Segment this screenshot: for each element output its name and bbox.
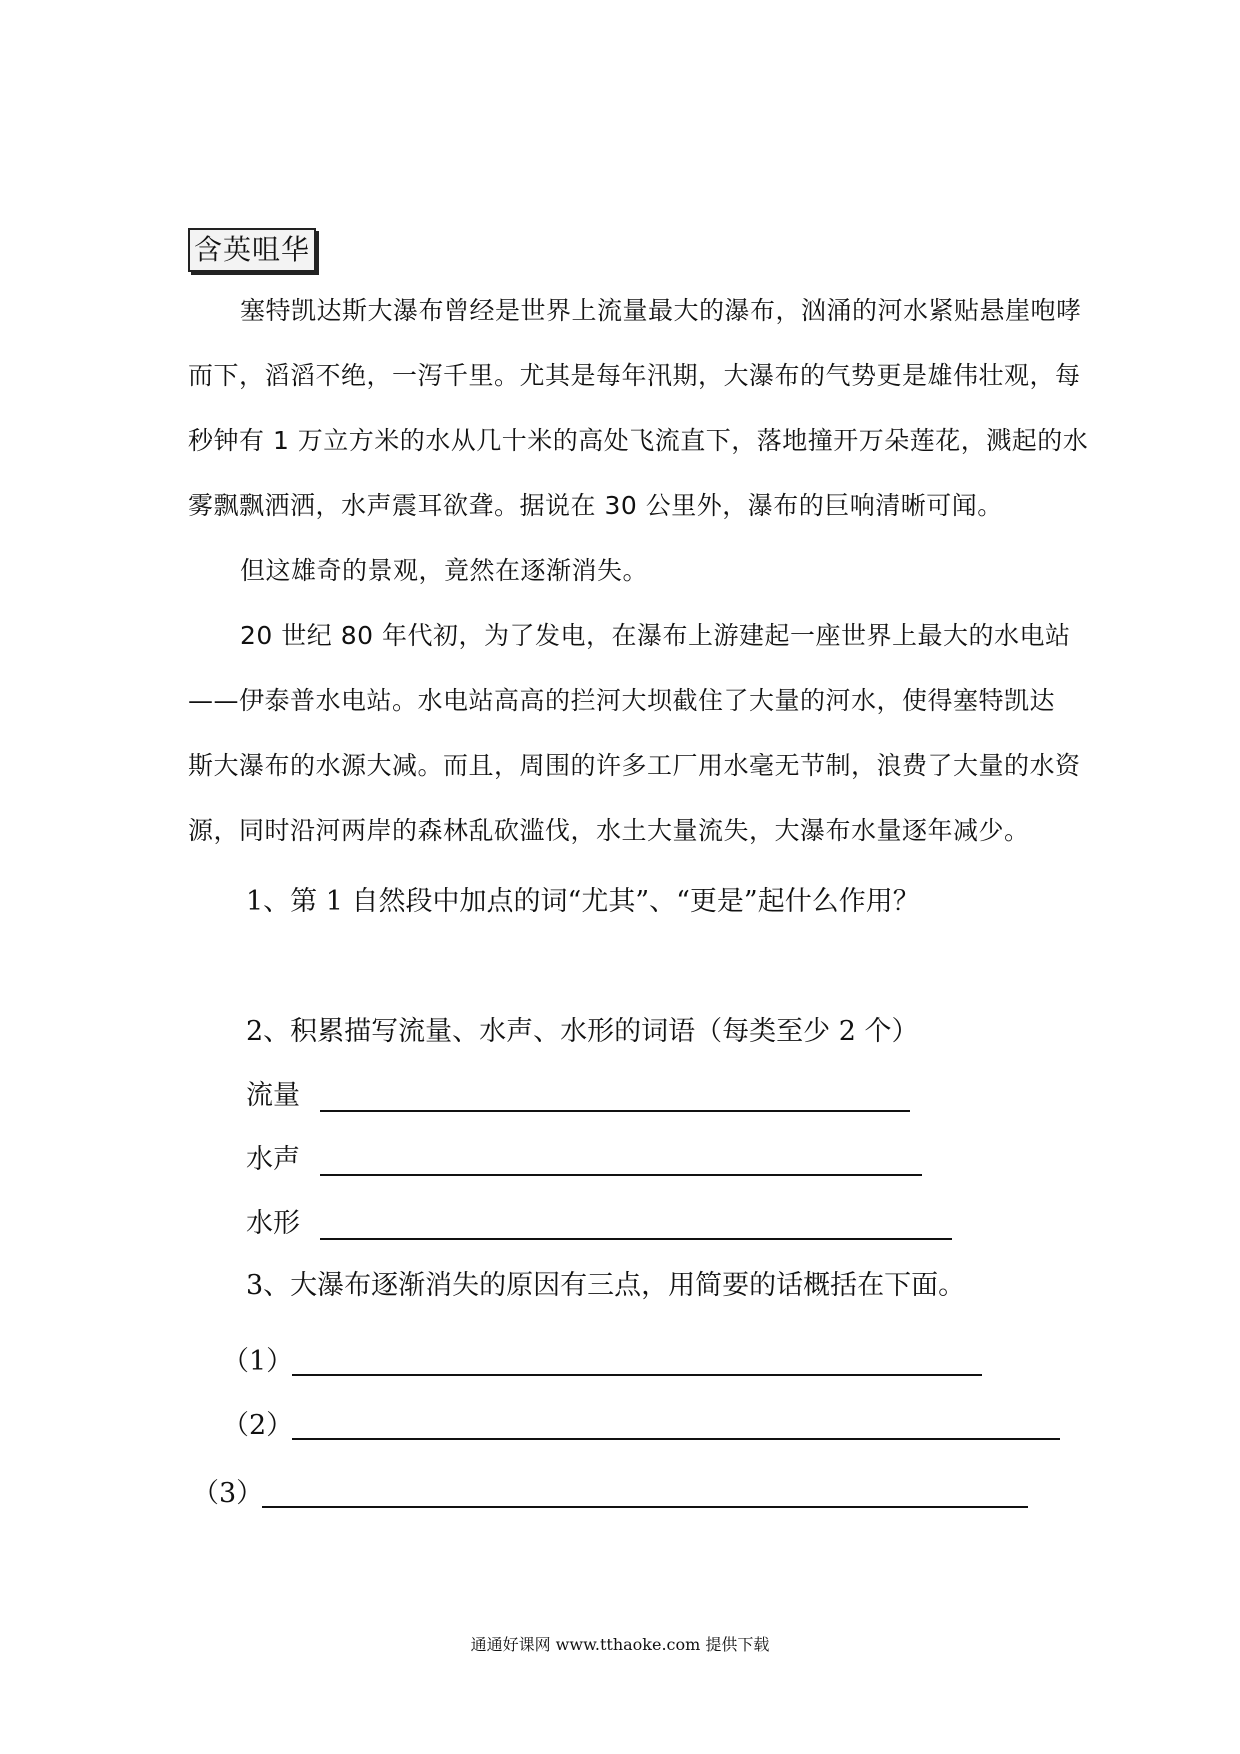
passage-paragraph-1 <box>188 278 1089 538</box>
passage-line: 斯大瀑布的水源大减。而且，周围的许多工厂用水毫无节制，浪费了大量的水资 <box>188 751 1081 780</box>
answer-label: 水声 <box>246 1144 300 1175</box>
answer-label: 水形 <box>246 1208 300 1239</box>
answer-blank-shape[interactable] <box>320 1238 952 1240</box>
answer-row-sound <box>246 1140 300 1180</box>
question-1: 1、第 1 自然段中加点的词“尤其”、“更是”起什么作用？ <box>246 886 920 917</box>
question-2: 2、积累描写流量、水声、水形的词语（每类至少 2 个） <box>246 1016 919 1047</box>
passage-line: 源，同时沿河两岸的森林乱砍滥伐，水土大量流失，大瀑布水量逐年减少。 <box>188 816 1030 845</box>
passage-paragraph-3 <box>188 603 1081 863</box>
passage-line: 但这雄奇的景观，竟然在逐渐消失。 <box>240 556 649 585</box>
answer-blank-reason-1[interactable] <box>292 1374 982 1376</box>
answer-blank-sound[interactable] <box>320 1174 922 1176</box>
answer-blank-reason-3[interactable] <box>262 1506 1028 1508</box>
answer-label: （1） <box>222 1346 294 1377</box>
passage-line: 塞特凯达斯大瀑布曾经是世界上流量最大的瀑布，汹涌的河水紧贴悬崖咆哮 <box>240 296 1082 325</box>
passage-line: 雾飘飘洒洒，水声震耳欲聋。据说在 30 公里外，瀑布的巨响清晰可闻。 <box>188 491 1003 520</box>
answer-row-flow <box>246 1076 300 1116</box>
answer-blank-flow[interactable] <box>320 1110 910 1112</box>
passage-line: ——伊泰普水电站。水电站高高的拦河大坝截住了大量的河水，使得塞特凯达 <box>188 686 1056 715</box>
section-title: 含英咀华 <box>188 228 316 272</box>
answer-blank-reason-2[interactable] <box>292 1438 1060 1440</box>
question-3: 3、大瀑布逐渐消失的原因有三点，用简要的话概括在下面。 <box>246 1270 966 1301</box>
footer-source: 通通好课网 www.tthaoke.com 提供下载 <box>470 1635 770 1654</box>
passage-line: 秒钟有 1 万立方米的水从几十米的高处飞流直下，落地撞开万朵莲花，溅起的水 <box>188 426 1089 455</box>
answer-row-reason-2 <box>222 1406 293 1446</box>
passage-paragraph-2 <box>188 538 1058 603</box>
passage-line: 而下，滔滔不绝，一泻千里。尤其是每年汛期，大瀑布的气势更是雄伟壮观，每 <box>188 361 1081 390</box>
answer-row-reason-1 <box>222 1342 293 1382</box>
answer-label: （2） <box>222 1410 294 1441</box>
answer-label: 流量 <box>246 1080 300 1111</box>
answer-row-shape <box>246 1204 300 1244</box>
answer-row-reason-3 <box>192 1474 263 1514</box>
passage-line: 20 世纪 80 年代初，为了发电，在瀑布上游建起一座世界上最大的水电站 <box>240 621 1071 650</box>
answer-label: （3） <box>192 1478 264 1509</box>
